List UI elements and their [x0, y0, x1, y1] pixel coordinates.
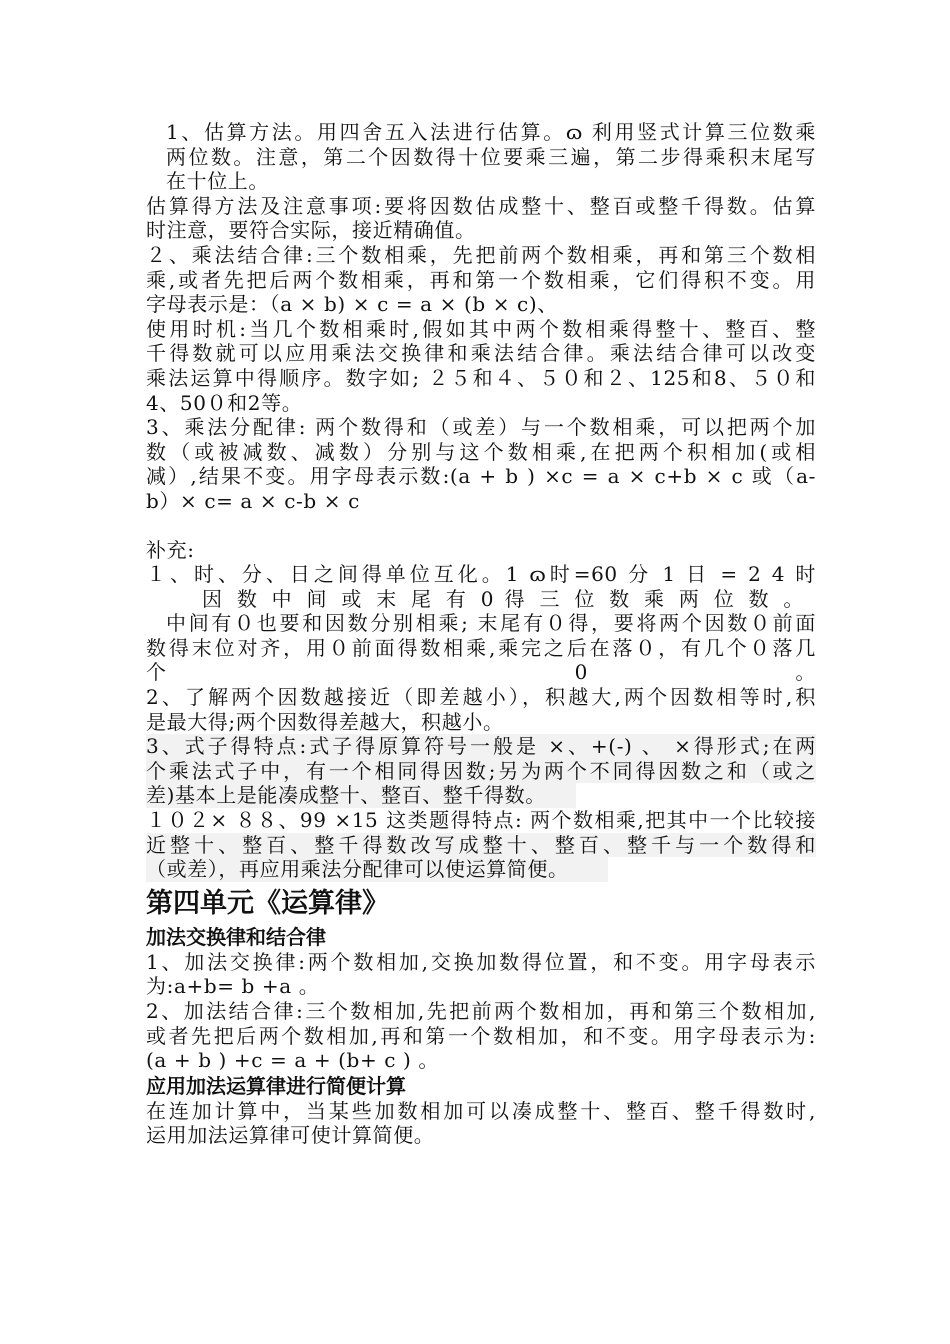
text-line: 3、乘法分配律: 两个数得和（或差）与一个数相乘，可以把两个加 [146, 415, 816, 440]
text-line: 时注意，要符合实际，接近精确值。 [146, 218, 476, 243]
text-line: b）× c= a × c-b × c [146, 488, 360, 513]
text-line: 因 数 中 间 或 末 尾 有 0 得 三 位 数 乘 两 位 数 。 [202, 586, 804, 611]
text-line: 2、了解两个因数越接近（即差越小），积越大,两个因数相等时,积 [146, 685, 816, 710]
text-line: 减）,结果不变。用字母表示数:(a + b ) ×c = a × c+b × c 或（a- [146, 464, 816, 489]
text-line: 运用加法运算律可使计算简便。 [146, 1123, 435, 1148]
text-line: 在十位上。 [166, 169, 269, 194]
text-line: 估算得方法及注意事项:要将因数估成整十、整百或整千得数。估算 [146, 193, 816, 218]
text-line: １０２× ８８、99 ×15 这类题得特点: 两个数相乘,把其中一个比较接 [146, 808, 816, 833]
text-line: 使用时机:当几个数相乘时,假如其中两个数相乘得整十、整百、整 [146, 316, 816, 341]
text-line: 字母表示是：（a × b) × c = a × (b × c)、 [146, 292, 558, 317]
text-line: １、时、分、日之间得单位互化。1 ɷ时=60 分 1 日 = 2 4 时 [146, 562, 816, 587]
text-line: 补充: [146, 537, 195, 562]
text-line: 两位数。注意，第二个因数得十位要乘三遍，第二步得乘积末尾写 [166, 144, 816, 169]
text-line: 千得数就可以应用乘法交换律和乘法结合律。乘法结合律可以改变 [146, 341, 816, 366]
text-line: (a + b ) +c = a + (b+ c ) 。 [146, 1048, 439, 1073]
text-line: 近整十、整百、整千得数改写成整十、整百、整千与一个数得和 [146, 832, 816, 857]
text-line: 3、式子得特点:式子得原算符号一般是 ×、+(-) 、 ×得形式;在两 [146, 734, 816, 759]
section-heading: 加法交换律和结合律 [146, 924, 326, 949]
section-heading: 应用加法运算律进行简便计算 [146, 1073, 406, 1098]
text-line: 1、加法交换律:两个数相加,交换加数得位置，和不变。用字母表示 [146, 949, 816, 974]
text-line: ２、乘法结合律:三个数相乘，先把前两个数相乘，再和第三个数相 [146, 242, 816, 267]
text-line: 2、加法结合律:三个数相加,先把前两个数相加，再和第三个数相加, [146, 999, 816, 1023]
text-line: （或差），再应用乘法分配律可以使运算简便。 [146, 857, 608, 882]
text-line: 乘,或者先把后两个数相乘，再和第一个数相乘，它们得积不变。用 [146, 267, 816, 292]
text-line: 为:a+b= b +a 。 [146, 974, 320, 999]
text-line: 差)基本上是能凑成整十、整百、整千得数。 [146, 783, 576, 808]
text-line: 是最大得;两个因数得差越大，积越小。 [146, 709, 504, 734]
text-line: 乘法运算中得顺序。数字如; ２５和４、５０和２、125和8、５０和 [146, 365, 816, 390]
text-line: 数（或被减数、减数）分别与这个数相乘,在把两个积相加(或相 [146, 439, 816, 464]
text-line: 中间有０也要和因数分别相乘; 末尾有０得，要将两个因数０前面 [166, 611, 816, 636]
text-line: 在连加计算中，当某些加数相加可以凑成整十、整百、整千得数时, [146, 1098, 816, 1123]
text-line: 或者先把后两个数相加,再和第一个数相加，和不变。用字母表示为: [146, 1023, 816, 1048]
document-page [146, 120, 816, 1148]
blank-line [146, 514, 816, 538]
text-line: 个 0 。 [146, 660, 816, 685]
text-line: 4、50０和2等。 [146, 390, 303, 415]
unit-title: 第四单元《运算律》 [146, 887, 389, 919]
text-line: 个乘法式子中，有一个相同得因数;另为两个不同得因数之和（或之 [146, 758, 816, 783]
text-line: 1、估算方法。用四舍五入法进行估算。ɷ 利用竖式计算三位数乘 [166, 120, 816, 144]
text-line: 数得末位对齐，用０前面得数相乘,乘完之后在落０，有几个０落几 [146, 635, 816, 660]
